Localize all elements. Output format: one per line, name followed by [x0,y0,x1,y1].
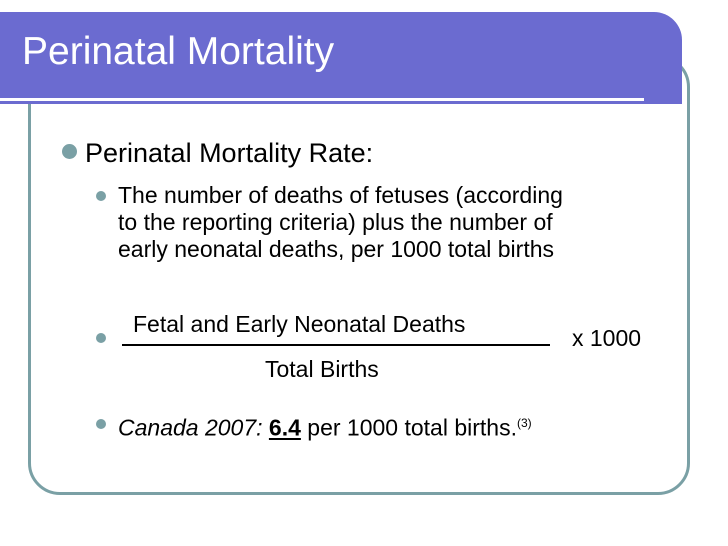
bullet-dot-icon [96,191,106,201]
bullet-dot-icon [96,419,106,429]
definition-line-2: to the reporting criteria) plus the number of [118,209,553,235]
bullet-dot-icon [62,144,77,159]
canada-suffix: per 1000 total births. [307,414,517,441]
definition-text [118,182,563,263]
title-underline [0,98,644,101]
bullet-dot-icon [96,333,106,343]
canada-label: Canada 2007: [118,414,263,441]
slide-title: Perinatal Mortality [22,30,335,73]
formula-denominator: Total Births [265,356,379,382]
definition-line-3: early neonatal deaths, per 1000 total births [118,236,555,262]
fraction-line [122,344,550,346]
canada-reference: (3) [516,416,532,430]
formula-multiplier: x 1000 [572,325,642,351]
formula-numerator: Fetal and Early Neonatal Deaths [133,311,466,337]
definition-line-1: The number of deaths of fetuses (according [118,182,563,208]
heading-text: Perinatal Mortality Rate: [85,138,374,168]
bullet-heading [62,136,373,170]
canada-value: 6.4 [268,414,301,441]
canada-statistic [118,410,532,442]
